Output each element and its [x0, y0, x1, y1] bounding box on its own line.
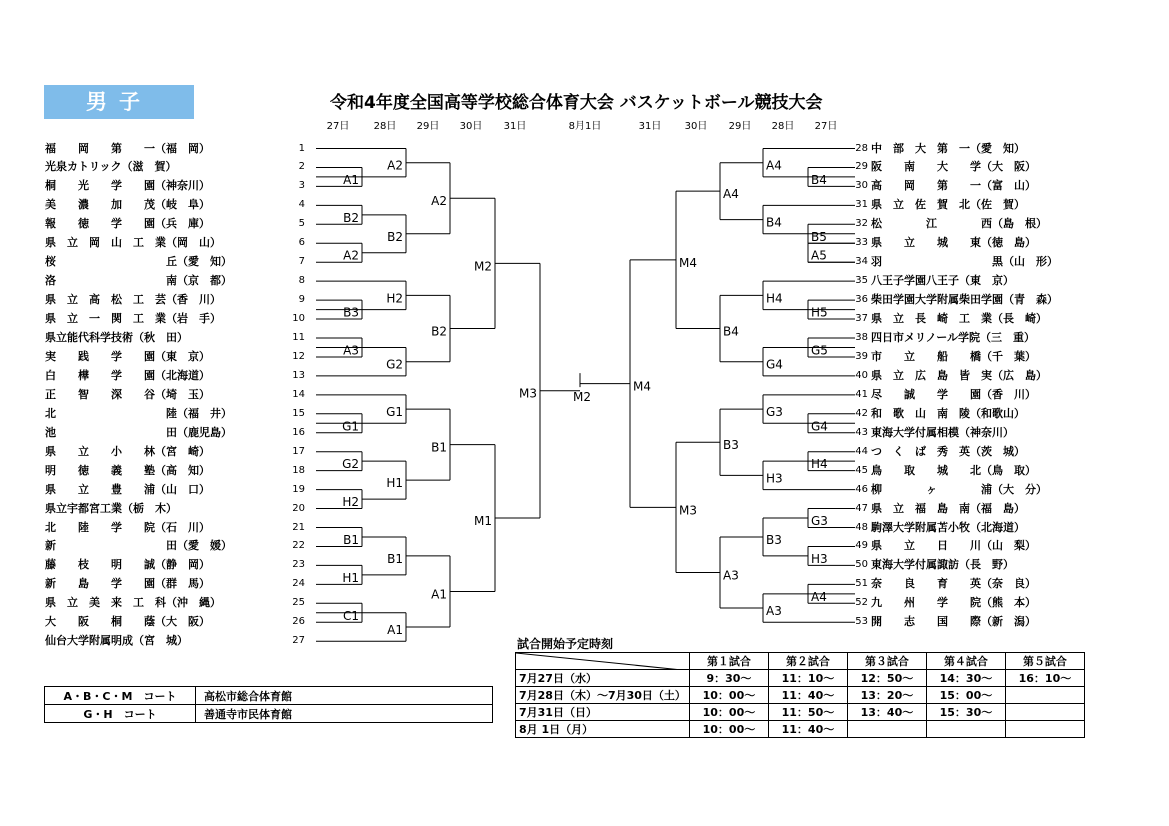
schedule-time: 13：40～	[847, 704, 926, 721]
team-number: 19	[292, 483, 305, 495]
schedule-title: 試合開始予定時刻	[517, 637, 614, 651]
schedule-time: 10：00～	[689, 687, 768, 704]
schedule-time: 12：50～	[847, 670, 926, 687]
match-court-label: M4	[679, 255, 697, 270]
team-name: 光泉カトリック（滋 賀）	[45, 160, 177, 174]
team-name: 松 江 西（島 根）	[871, 217, 1047, 231]
team-name: つ く ば 秀 英（茨 城）	[871, 444, 1025, 458]
team-number: 13	[292, 369, 305, 381]
schedule-header: 第３試合	[847, 653, 926, 670]
team-number: 43	[855, 426, 868, 438]
team-number: 34	[855, 256, 868, 268]
schedule-row	[516, 687, 1085, 704]
team-name: 四日市メリノール学院（三 重）	[871, 331, 1036, 344]
team-name: 柳 ヶ 浦（大 分）	[871, 482, 1047, 496]
match-court-label: B3	[766, 532, 782, 547]
match-court-label: H5	[811, 305, 828, 320]
team-name: 県 立 高 松 工 芸（香 川）	[45, 293, 221, 307]
schedule-day: 7月28日（木）～7月30日（土）	[516, 687, 690, 704]
team-number: 31	[855, 199, 868, 211]
schedule-time: 13：20～	[847, 687, 926, 704]
team-number: 42	[855, 407, 868, 419]
schedule-time: 11：40～	[768, 721, 847, 738]
match-court-label: B1	[343, 532, 359, 547]
match-court-label: G3	[766, 405, 783, 420]
team-name: 柴田学園大学附属柴田学園（青 森）	[871, 293, 1058, 307]
team-name: 明 徳 義 塾（高 知）	[45, 463, 210, 477]
schedule-header: 第４試合	[926, 653, 1005, 670]
team-name: 桐 光 学 園（神奈川）	[45, 179, 210, 193]
match-court-label: A3	[766, 604, 782, 619]
team-number: 22	[292, 540, 305, 552]
team-number: 8	[298, 275, 305, 287]
date-right-4: 28日	[771, 121, 795, 132]
team-name: 新 田（愛 媛）	[45, 539, 232, 553]
court-label: A・B・C・M コート	[45, 687, 196, 705]
team-name: 白 樺 学 園（北海道）	[45, 368, 210, 382]
team-number: 53	[855, 616, 868, 628]
team-name: 大 阪 桐 蔭（大 阪）	[45, 615, 210, 629]
schedule-table	[515, 652, 1085, 738]
court-table	[44, 686, 493, 723]
team-number: 9	[298, 294, 305, 306]
team-number: 7	[298, 256, 305, 268]
match-court-label: A4	[766, 158, 782, 173]
team-name: 藤 枝 明 誠（静 岡）	[45, 558, 210, 572]
team-name: 県立宇都宮工業（栃 木）	[45, 501, 177, 515]
team-name: 県 立 豊 浦（山 口）	[45, 482, 210, 496]
team-name: 県 立 広 島 皆 実（広 島）	[871, 368, 1047, 382]
match-court-label: H3	[811, 551, 828, 566]
team-number: 38	[855, 332, 868, 343]
team-name: 北 陸（福 井）	[45, 406, 232, 420]
team-number: 25	[292, 597, 305, 609]
team-name: 報 徳 学 園（兵 庫）	[45, 217, 210, 231]
match-court-label: H3	[766, 471, 783, 486]
team-name: 洛 南（京 都）	[45, 274, 232, 288]
team-number: 10	[292, 313, 305, 325]
match-court-label: C1	[342, 608, 359, 623]
team-name: 北 陸 学 院（石 川）	[45, 520, 210, 534]
team-number: 1	[298, 142, 305, 154]
team-name: 美 濃 加 茂（岐 阜）	[45, 198, 210, 212]
team-number: 36	[855, 294, 868, 306]
team-name: 県 立 佐 賀 北（佐 賀）	[871, 198, 1025, 212]
team-number: 44	[855, 445, 868, 457]
team-name: 県立能代科学技術（秋 田）	[45, 331, 188, 344]
schedule-time	[1005, 687, 1084, 704]
team-name: 駒澤大学附属苫小牧（北海道）	[871, 520, 1025, 534]
match-court-label: B4	[766, 215, 782, 230]
team-number: 3	[298, 180, 305, 192]
team-number: 12	[292, 350, 305, 362]
schedule-time: 9：30～	[689, 670, 768, 687]
match-court-label: G3	[811, 514, 828, 529]
match-court-label: G1	[342, 419, 359, 434]
team-number: 26	[292, 616, 305, 628]
schedule-time: 11：10～	[768, 670, 847, 687]
team-name: 市 立 船 橋（千 葉）	[871, 349, 1036, 363]
match-court-label: M3	[519, 386, 537, 401]
match-court-label: G4	[766, 357, 783, 372]
team-number: 2	[298, 161, 305, 173]
match-court-label: A1	[387, 622, 403, 637]
team-name: 桜 丘（愛 知）	[45, 255, 232, 269]
match-court-label: A4	[811, 589, 827, 604]
match-court-label: A3	[343, 343, 359, 358]
date-left-4: 30日	[459, 121, 483, 132]
match-court-label: H1	[386, 476, 403, 491]
team-number: 28	[855, 142, 868, 154]
match-court-label: B2	[343, 210, 359, 225]
schedule-time	[847, 721, 926, 738]
schedule-header: 第２試合	[768, 653, 847, 670]
tournament-title: 令和4年度全国高等学校総合体育大会 バスケットボール競技大会	[330, 93, 823, 113]
match-court-label: M3	[679, 503, 697, 518]
team-number: 49	[855, 540, 868, 552]
match-court-label: B5	[811, 229, 827, 244]
team-number: 46	[855, 483, 868, 495]
team-name: 東海大学付属諏訪（長 野）	[871, 558, 1014, 572]
team-name: 和 歌 山 南 陵（和歌山）	[871, 406, 1025, 420]
team-number: 45	[855, 464, 868, 476]
team-name: 県 立 福 島 南（福 島）	[871, 501, 1025, 515]
match-court-label: A4	[723, 187, 739, 202]
team-name: 県 立 城 東（徳 島）	[871, 236, 1036, 250]
team-number: 23	[292, 559, 305, 571]
match-court-label: H4	[766, 291, 783, 306]
team-number: 48	[855, 521, 868, 533]
schedule-time	[1005, 704, 1084, 721]
gender-label: 男子	[44, 85, 194, 119]
date-right-2: 30日	[684, 121, 708, 132]
team-name: 中 部 大 第 一（愛 知）	[871, 141, 1025, 155]
court-venue: 善通寺市民体育館	[196, 705, 493, 723]
match-court-label: G2	[342, 457, 359, 472]
team-number: 51	[855, 578, 868, 590]
schedule-header-row	[516, 653, 1085, 670]
team-name: 県 立 小 林（宮 崎）	[45, 444, 210, 458]
match-court-label: M2	[573, 390, 591, 405]
team-name: 九 州 学 院（熊 本）	[871, 596, 1036, 610]
team-name: 県 立 美 来 工 科（沖 縄）	[45, 596, 221, 610]
schedule-time: 11：50～	[768, 704, 847, 721]
schedule-time: 14：30～	[926, 670, 1005, 687]
date-center: 8月1日	[568, 121, 602, 132]
schedule-time: 15：00～	[926, 687, 1005, 704]
team-number: 35	[855, 275, 868, 287]
date-right-3: 29日	[728, 121, 752, 132]
team-number: 32	[855, 218, 868, 230]
court-row	[45, 687, 493, 705]
team-name: 開 志 国 際（新 潟）	[871, 615, 1036, 629]
match-court-label: A2	[343, 248, 359, 263]
schedule-day: 7月31日（日）	[516, 704, 690, 721]
match-court-label: B2	[387, 229, 403, 244]
team-name: 羽 黒（山 形）	[871, 255, 1058, 269]
match-court-label: H2	[342, 495, 359, 510]
schedule-time: 10：00～	[689, 704, 768, 721]
team-name: 高 岡 第 一（富 山）	[871, 179, 1036, 193]
match-court-label: H4	[811, 457, 828, 472]
schedule-time	[1005, 721, 1084, 738]
team-number: 24	[292, 578, 305, 590]
court-venue: 高松市総合体育館	[196, 687, 493, 705]
team-name: 新 島 学 園（群 馬）	[45, 577, 210, 591]
team-name: 仙台大学附属明成（宮 城）	[45, 634, 188, 648]
team-name: 県 立 日 川（山 梨）	[871, 539, 1036, 553]
team-number: 18	[292, 464, 305, 476]
date-right-1: 31日	[638, 121, 662, 132]
match-court-label: H2	[386, 291, 403, 306]
match-court-label: A1	[431, 587, 447, 602]
team-number: 29	[855, 161, 868, 173]
match-court-label: A5	[811, 248, 827, 263]
team-name: 池 田（鹿児島）	[45, 425, 232, 439]
date-left-2: 28日	[373, 121, 397, 132]
schedule-row	[516, 670, 1085, 687]
team-name: 実 践 学 園（東 京）	[45, 349, 210, 363]
team-number: 27	[292, 635, 305, 647]
team-number: 21	[292, 521, 305, 533]
match-court-label: A1	[343, 172, 359, 187]
team-number: 4	[298, 199, 305, 211]
team-name: 県 立 長 崎 工 業（長 崎）	[871, 312, 1047, 326]
date-left-1: 27日	[326, 121, 350, 132]
match-court-label: M4	[633, 379, 651, 394]
team-name: 阪 南 大 学（大 阪）	[871, 160, 1036, 174]
team-name: 尽 誠 学 園（香 川）	[871, 387, 1036, 401]
schedule-day: 8月 1日（月）	[516, 721, 690, 738]
schedule-header: 第１試合	[689, 653, 768, 670]
team-name: 正 智 深 谷（埼 玉）	[45, 387, 210, 401]
team-number: 50	[855, 559, 868, 571]
team-number: 16	[292, 426, 305, 438]
match-court-label: B2	[431, 324, 447, 339]
date-left-5: 31日	[503, 121, 527, 132]
schedule-time: 15：30～	[926, 704, 1005, 721]
match-court-label: B3	[343, 305, 359, 320]
match-court-label: B3	[723, 438, 739, 453]
match-court-label: B1	[387, 551, 403, 566]
team-number: 40	[855, 369, 868, 381]
team-number: 30	[855, 180, 868, 192]
court-label: G・H コート	[45, 705, 196, 723]
team-name: 八王子学園八王子（東 京）	[871, 274, 1014, 288]
team-name: 県 立 一 関 工 業（岩 手）	[45, 312, 221, 326]
date-right-5: 27日	[814, 121, 838, 132]
team-number: 15	[292, 407, 305, 419]
team-number: 5	[298, 218, 305, 230]
team-number: 37	[855, 313, 868, 325]
team-number: 20	[292, 502, 305, 514]
schedule-time: 11：40～	[768, 687, 847, 704]
match-court-label: M2	[474, 259, 492, 274]
match-court-label: H1	[342, 570, 359, 585]
team-name: 奈 良 育 英（奈 良）	[871, 577, 1036, 591]
schedule-header: 第５試合	[1005, 653, 1084, 670]
match-court-label: B1	[431, 440, 447, 455]
team-number: 17	[292, 445, 305, 457]
schedule-time: 10：00～	[689, 721, 768, 738]
date-left-3: 29日	[416, 121, 440, 132]
team-number: 39	[855, 350, 868, 362]
team-number: 41	[855, 388, 868, 400]
schedule-row	[516, 704, 1085, 721]
team-number: 11	[292, 332, 305, 343]
match-court-label: A3	[723, 568, 739, 583]
team-name: 福 岡 第 一（福 岡）	[45, 141, 210, 155]
match-court-label: M1	[474, 514, 492, 529]
schedule-row	[516, 721, 1085, 738]
schedule-time: 16：10～	[1005, 670, 1084, 687]
match-court-label: B4	[723, 324, 739, 339]
match-court-label: G4	[811, 419, 828, 434]
team-number: 6	[298, 237, 305, 249]
match-court-label: B4	[811, 172, 827, 187]
team-name: 鳥 取 城 北（鳥 取）	[871, 463, 1036, 477]
match-court-label: A2	[431, 194, 447, 209]
schedule-day: 7月27日（水）	[516, 670, 690, 687]
match-court-label: G2	[386, 357, 403, 372]
team-number: 52	[855, 597, 868, 609]
schedule-corner	[516, 653, 690, 670]
schedule-time	[926, 721, 1005, 738]
team-name: 県 立 岡 山 工 業（岡 山）	[45, 236, 221, 250]
diagonal-line	[516, 653, 682, 670]
match-court-label: A2	[387, 158, 403, 173]
team-number: 14	[292, 388, 305, 400]
team-name: 東海大学付属相模（神奈川）	[871, 425, 1014, 439]
match-court-label: G1	[386, 405, 403, 420]
court-row	[45, 705, 493, 723]
team-number: 47	[855, 502, 868, 514]
match-court-label: G5	[811, 343, 828, 358]
team-number: 33	[855, 237, 868, 249]
